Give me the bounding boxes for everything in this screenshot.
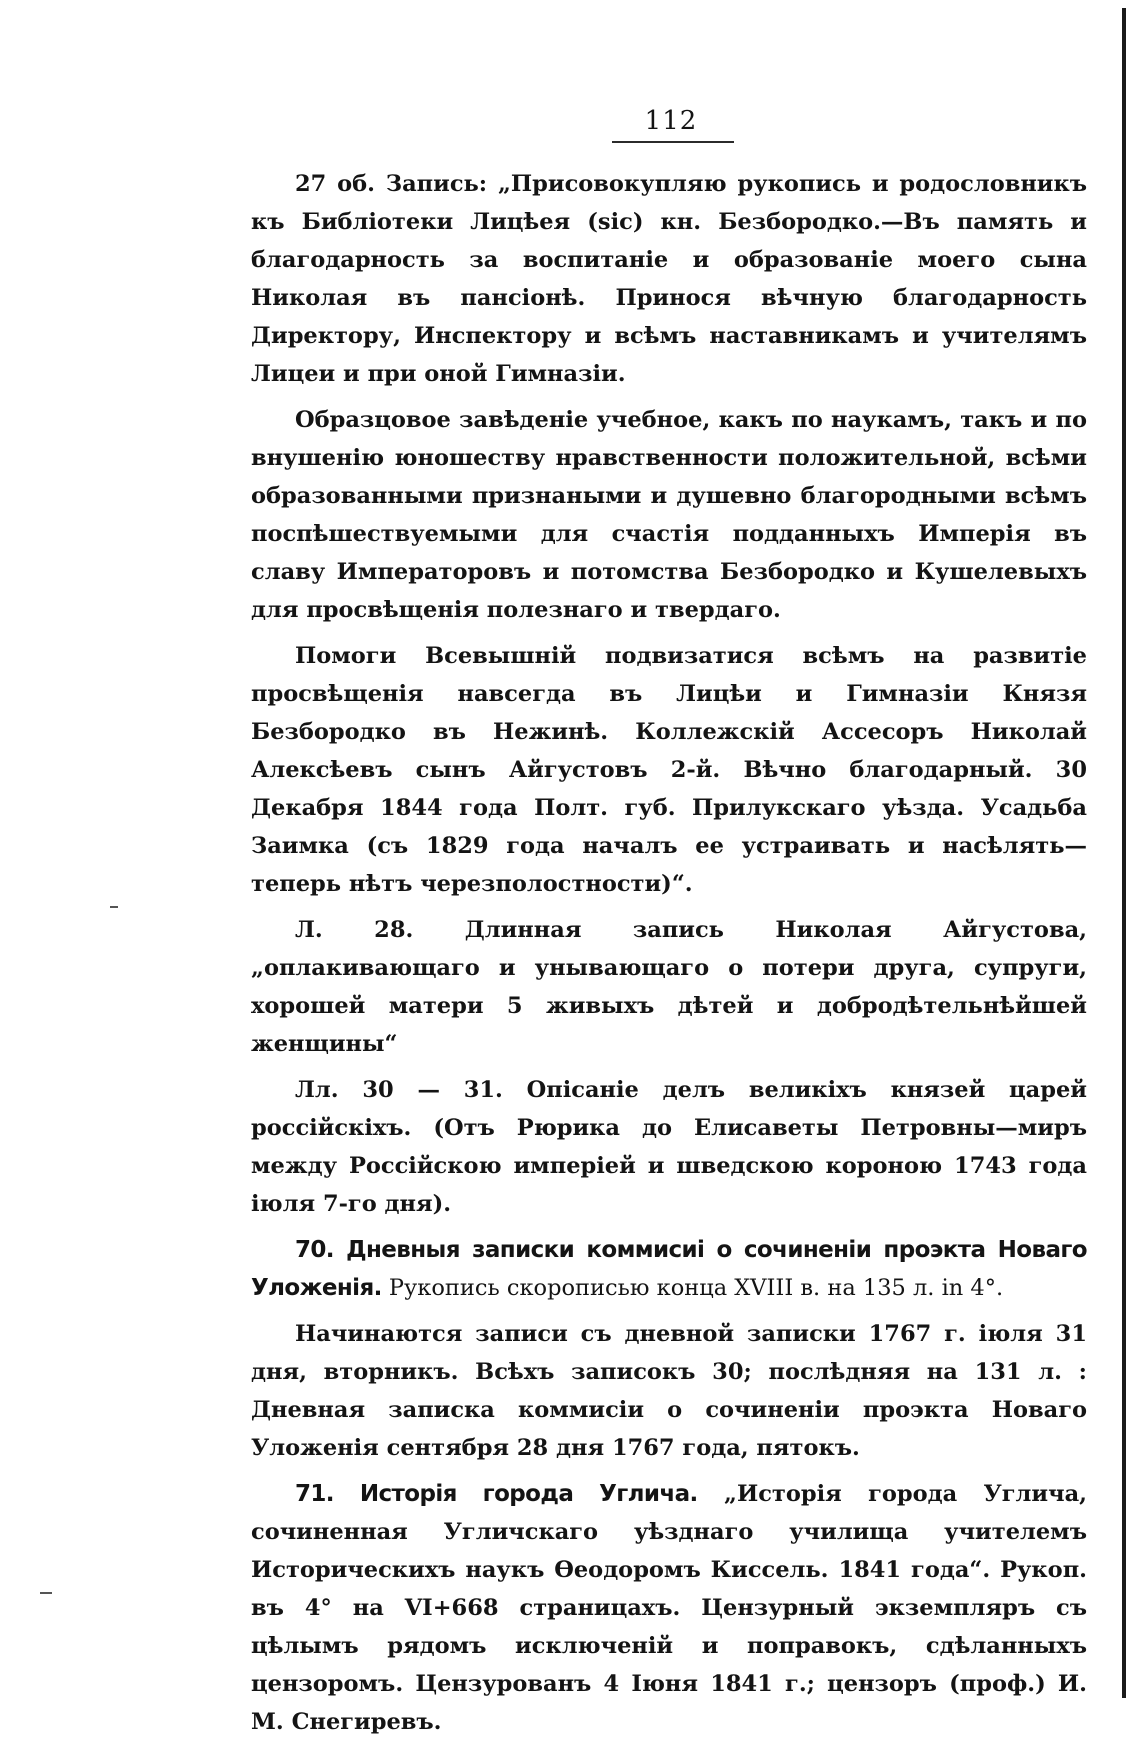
text-body — [251, 165, 1087, 1749]
entry-70-description: Рукопись скорописью конца XVIII в. на 135 л. in 4°. — [388, 1275, 1004, 1301]
paragraph-institution-praise: Образцовое завѣденіе учебное, какъ по наукамъ, такъ и по внушенію юношеству нравственности положительной, всѣми образованными признаными и душевно благородными всѣмъ поспѣшествуемыми для счастія подданныхъ Имперія въ славу Императоровъ и потомства Безбородко и Кушелевыхъ для просвѣщенія полезнаго и твердаго. — [251, 407, 1087, 623]
entry-70-paragraph: Начинаются записи съ дневной записки 1767 г. іюля 31 дня, вторникъ. Всѣхъ записокъ 30; послѣдняя на 131 л. : Дневная записка коммисіи о сочиненіи проэкта Новаго Уложенія сентября 28 дня 1767 года, пятокъ. — [251, 1321, 1087, 1461]
paragraph-inscription: 27 об. Запись: „Присовокупляю рукопись и родословникъ къ Библіотеки Лицѣея (sic) кн. Безбородко.—Въ память и благодарность за воспитаніе и образованіе моего сына Николая въ пансіонѣ. Принося вѣчную благодарность Директору, Инспектору и всѣмъ наставникамъ и учителямъ Лицеи и при оной Гимназіи. — [251, 171, 1087, 387]
paragraph-leaves-30-31: Лл. 30 — 31. Опісаніе делъ великіхъ князей царей россійскіхъ. (Отъ Рюрика до Елисаветы Петровны—миръ между Россійскою имперіей и шведскою короною 1743 года іюля 7-го дня). — [251, 1077, 1087, 1217]
entry-71-heading: 71. Исторія города Углича. — [295, 1481, 698, 1507]
margin-mark — [110, 906, 118, 908]
paragraph-leaf-28: Л. 28. Длинная запись Николая Айгустова, „оплакивающаго и унывающаго о потери друга, супруги, хорошей матери 5 живыхъ дѣтей и добродѣтельнѣйшей женщины“ — [251, 917, 1087, 1057]
paragraph-signature: Помоги Всевышній подвизатися всѣмъ на развитіе просвѣщенія навсегда въ Лицѣи и Гимназіи Князя Безбородко въ Нежинѣ. Коллежскій Ассесоръ Николай Алексѣевъ сынъ Айгустовъ 2-й. Вѣчно благодарный. 30 Декабря 1844 года Полт. губ. Прилукскаго уѣзда. Усадьба Заимка (съ 1829 года началъ ее устраивать и насѣлять—теперь нѣтъ черезполостности)“. — [251, 643, 1087, 897]
margin-mark — [40, 1592, 52, 1594]
page-number: 112 — [644, 106, 698, 136]
page-number-rule — [612, 141, 734, 143]
entry-70-heading: 70. Дневныя записки коммисиі о сочиненіи проэкта Новаго Уложенія. — [251, 1237, 1087, 1301]
entry-70 — [251, 1231, 1087, 1307]
scan-edge-line — [1122, 8, 1126, 1698]
entry-71-description: „Исторія города Углича, сочиненная Угличскаго уѣзднаго училища учителемъ Историческихъ наукъ Өеодоромъ Киссель. 1841 года“. Рукоп. въ 4° на VI+668 страницахъ. Цензурный экземпляръ съ цѣлымъ рядомъ исключеній и поправокъ, сдѣланныхъ цензоромъ. Цензурованъ 4 Іюня 1841 г.; цензоръ (проф.) И. М. Снегиревъ. — [251, 1481, 1087, 1735]
entry-71 — [251, 1475, 1087, 1741]
